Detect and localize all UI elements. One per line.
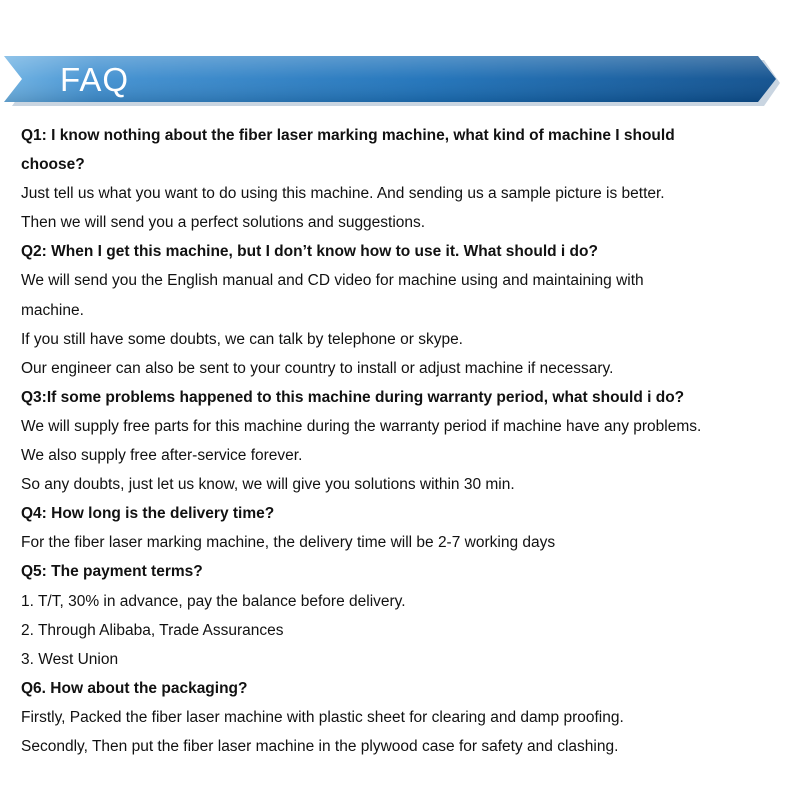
faq-list: [21, 121, 781, 761]
faq-item-q2: [21, 237, 781, 382]
answer-line: Secondly, Then put the fiber laser machine in the plywood case for safety and clashing.: [21, 737, 619, 755]
faq-item-q5: [21, 557, 781, 673]
answer-line: We also supply free after-service forever.: [21, 447, 303, 465]
faq-item-q1: [21, 121, 781, 237]
question-line: Q4: How long is the delivery time?: [21, 505, 275, 523]
answer-line: For the fiber laser marking machine, the delivery time will be 2-7 working days: [21, 534, 556, 552]
answer-line: 3. West Union: [21, 650, 119, 668]
question-line: Q5: The payment terms?: [21, 563, 203, 581]
answer-line: We will supply free parts for this machine during the warranty period if machine have any problems.: [21, 417, 702, 435]
answer-line: So any doubts, just let us know, we will give you solutions within 30 min.: [21, 476, 515, 494]
question-line: choose?: [21, 156, 85, 174]
answer-line: We will send you the English manual and CD video for machine using and maintaining with: [21, 272, 644, 290]
question-line: Q2: When I get this machine, but I don’t know how to use it. What should i do?: [21, 243, 598, 261]
question-line: Q3:If some problems happened to this machine during warranty period, what should i do?: [21, 388, 685, 406]
answer-line: If you still have some doubts, we can talk by telephone or skype.: [21, 330, 463, 348]
answer-line: Then we will send you a perfect solutions and suggestions.: [21, 214, 426, 232]
faq-item-q3: [21, 383, 781, 499]
faq-banner: [4, 56, 782, 106]
faq-item-q6: [21, 674, 781, 761]
answer-line: machine.: [21, 301, 84, 319]
faq-item-q4: [21, 499, 781, 557]
question-line: Q1: I know nothing about the fiber laser marking machine, what kind of machine I should: [21, 127, 675, 144]
answer-line: Our engineer can also be sent to your country to install or adjust machine if necessary.: [21, 359, 614, 377]
question-line: Q6. How about the packaging?: [21, 679, 248, 697]
answer-line: 1. T/T, 30% in advance, pay the balance before delivery.: [21, 592, 406, 610]
answer-line: 2. Through Alibaba, Trade Assurances: [21, 621, 284, 639]
answer-line: Just tell us what you want to do using this machine. And sending us a sample picture is better.: [21, 185, 665, 203]
answer-line: Firstly, Packed the fiber laser machine with plastic sheet for clearing and damp proofing.: [21, 708, 624, 726]
page-title: FAQ: [60, 61, 130, 98]
